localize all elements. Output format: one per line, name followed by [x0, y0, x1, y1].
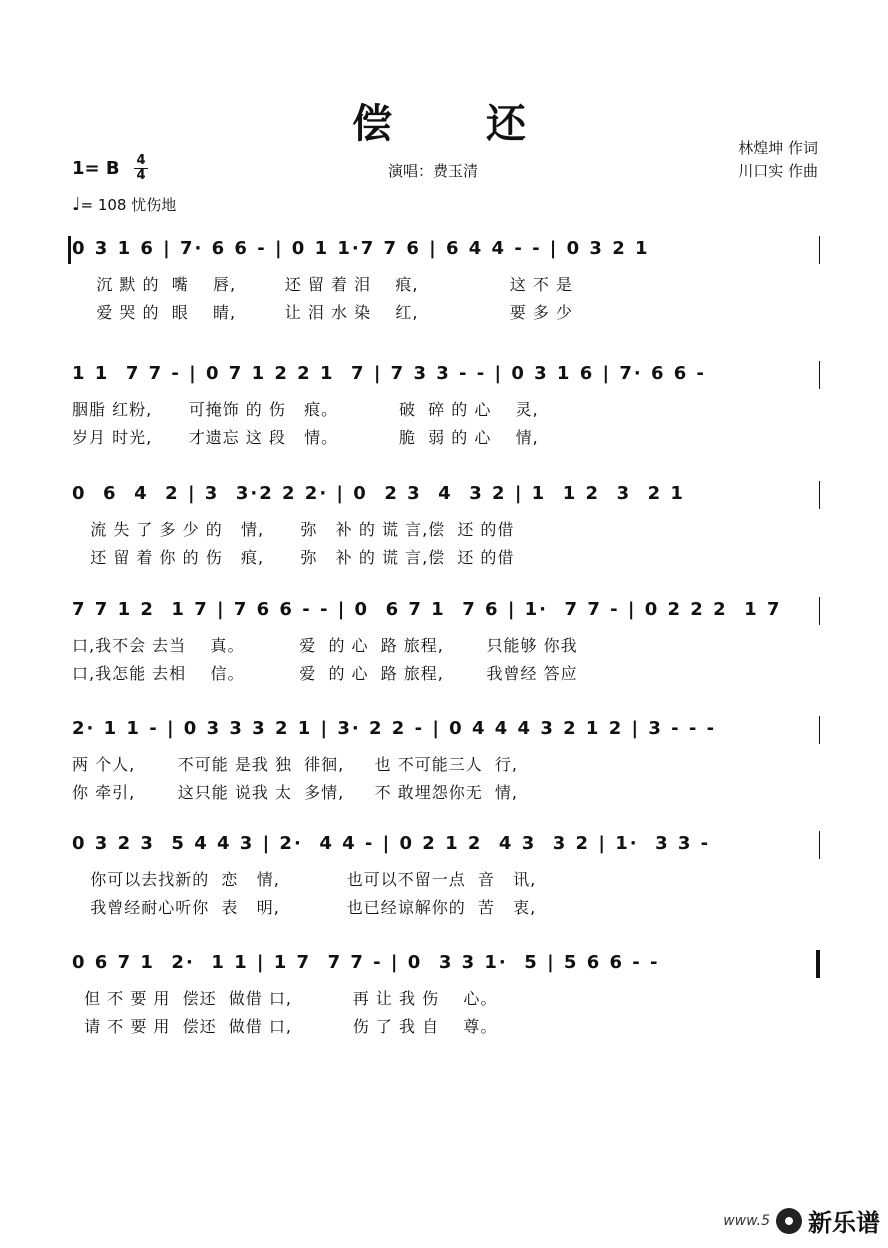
barline: [819, 716, 821, 744]
music-line: 7 7 1 2 1 7 | 7 6 6 - - | 0 6 7 1 7 6 | 1· 7 7 - | 0 2 2 2 1 7: [72, 599, 782, 620]
time-signature-bottom: 4: [136, 168, 146, 183]
music-line: 0 3 1 6 | 7· 6 6 - | 0 1 1·7 7 6 | 6 4 4 - - | 0 3 2 1: [72, 238, 650, 259]
music-line: 1 1 7 7 - | 0 7 1 2 2 1 7 | 7 3 3 - - | 0 3 1 6 | 7· 6 6 -: [72, 363, 707, 384]
lyric-line-2: 口,我怎能 去相 信。 爱 的 心 路 旅程, 我曾经 答应: [72, 664, 578, 683]
barline: [819, 481, 821, 509]
lyric-line-1: 但 不 要 用 偿还 做借 口, 再 让 我 伤 心。: [72, 989, 498, 1008]
quarter-note-icon: ♩: [72, 194, 81, 215]
barline: [819, 831, 821, 859]
lyric-line-1: 沉 默 的 嘴 唇, 还 留 着 泪 痕, 这 不 是: [72, 275, 573, 294]
lyric-line-2: 你 牵引, 这只能 说我 太 多情, 不 敢埋怨你无 情,: [72, 783, 518, 802]
lyric-line-2: 请 不 要 用 偿还 做借 口, 伤 了 我 自 尊。: [72, 1017, 498, 1036]
lyric-line-1: 胭脂 红粉, 可掩饰 的 伤 痕。 破 碎 的 心 灵,: [72, 400, 539, 419]
site-watermark: [723, 1203, 880, 1238]
lyric-line-2: 我曾经耐心听你 表 明, 也已经谅解你的 苦 衷,: [72, 898, 537, 917]
lyric-line-1: 口,我不会 去当 真。 爱 的 心 路 旅程, 只能够 你我: [72, 636, 578, 655]
music-line: 0 6 4 2 | 3 3·2 2 2· | 0 2 3 4 3 2 | 1 1 2 3 2 1: [72, 483, 685, 504]
lyric-line-2: 岁月 时光, 才遗忘 这 段 情。 脆 弱 的 心 情,: [72, 428, 539, 447]
watermark-url: www.5: [723, 1212, 770, 1229]
barline: [819, 597, 821, 625]
lyric-line-1: 两 个人, 不可能 是我 独 徘徊, 也 不可能三人 行,: [72, 755, 518, 774]
time-signature-top: 4: [136, 153, 146, 168]
final-barline: [816, 950, 820, 978]
music-line: 2· 1 1 - | 0 3 3 3 2 1 | 3· 2 2 - | 0 4 4 4 3 2 1 2 | 3 - - -: [72, 718, 717, 739]
watermark-brand: 新乐谱: [808, 1209, 880, 1237]
key-signature: 1= B: [72, 158, 120, 179]
barline: [819, 236, 821, 264]
lyric-line-1: 流 失 了 多 少 的 情, 弥 补 的 谎 言,偿 还 的借: [72, 520, 515, 539]
lyric-line-2: 还 留 着 你 的 伤 痕, 弥 补 的 谎 言,偿 还 的借: [72, 548, 515, 567]
song-title: 偿 还: [352, 100, 566, 147]
music-line: 0 6 7 1 2· 1 1 | 1 7 7 7 - | 0 3 3 1· 5 | 5 6 6 - -: [72, 952, 660, 973]
music-line: 0 3 2 3 5 4 4 3 | 2· 4 4 - | 0 2 1 2 4 3 3 2 | 1· 3 3 -: [72, 833, 711, 854]
singer-credit: 演唱：费玉清: [388, 162, 479, 180]
lyric-line-1: 你可以去找新的 恋 情, 也可以不留一点 音 讯,: [72, 870, 537, 889]
barline: [819, 361, 821, 389]
lyric-line-2: 爱 哭 的 眼 睛, 让 泪 水 染 红, 要 多 少: [72, 303, 573, 322]
record-disc-icon: [776, 1208, 802, 1234]
repeat-start-barline: [68, 236, 71, 264]
time-signature: [134, 154, 148, 183]
composer-credit: 川口实 作曲: [738, 162, 818, 180]
tempo-marking: [72, 194, 176, 215]
tempo-text: = 108 忧伤地: [80, 196, 177, 214]
lyricist-credit: 林煌坤 作词: [738, 139, 818, 157]
